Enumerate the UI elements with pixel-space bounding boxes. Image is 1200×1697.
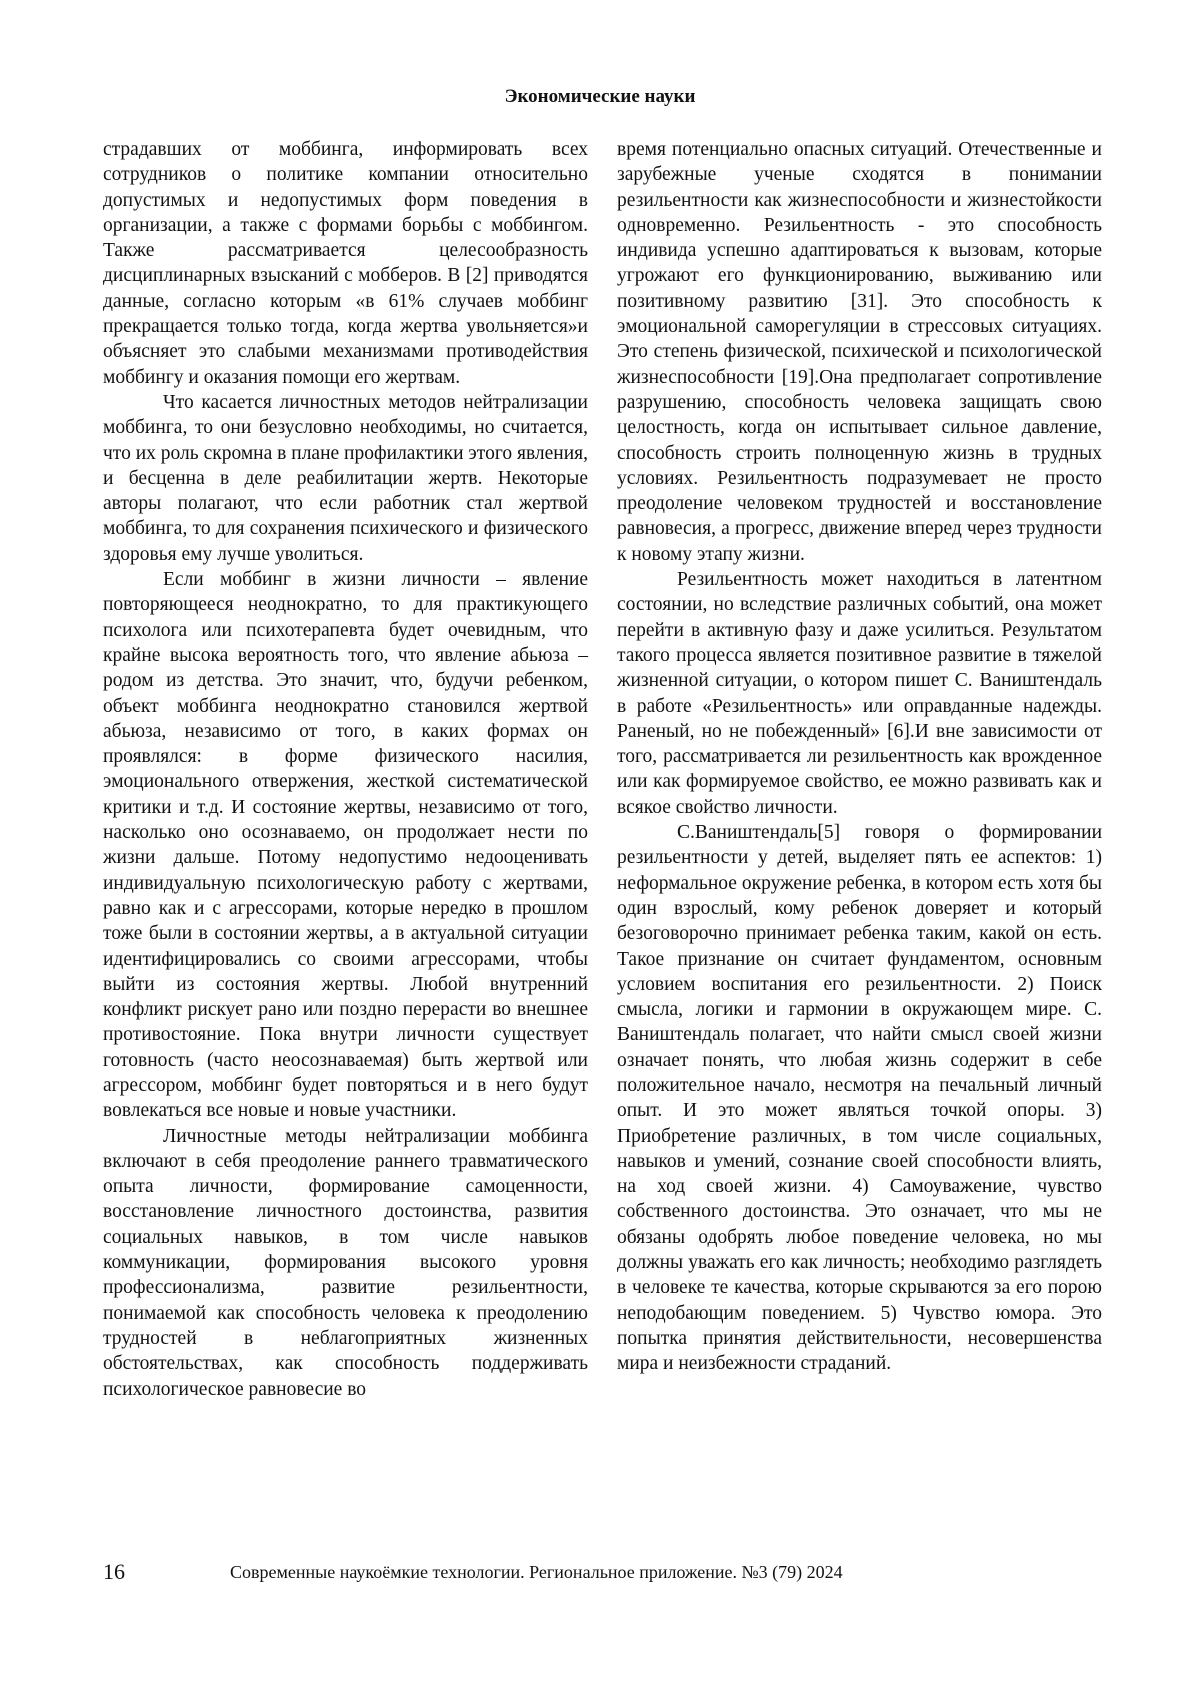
section-title: Экономические науки (504, 86, 696, 107)
paragraph: С.Ваништендаль[5] говоря о формировании резильентности у детей, выделяет пять ее аспектов: 1) неформальное окружение ребенка, в котором есть хотя бы один взрослый, кому ребенок доверяет и который безоговорочно принимает ребенка таким, какой он есть. Такое признание он считает фундаментом, основным условием воспитания его резильентности. 2) Поиск смысла, логики и гармонии в окружающем мире. С. Ваништендаль полагает, что найти смысл своей жизни означает понять, что любая жизнь содержит в себе положительное начало, несмотря на печальный личный опыт. И это может являться точкой опоры. 3) Приобретение различных, в том числе социальных, навыков и умений, сознание своей способности влиять, на ход своей жизни. 4) Самоуважение, чувство собственного достоинства. Это означает, что мы не обязаны одобрять любое поведение человека, но мы должны уважать его как личность; необходимо разглядеть в человеке те качества, которые скрываются за его порою неподобающим поведением. 5) Чувство юмора. Это попытка принятия действительности, несовершенства мира и неизбежности страданий. (617, 822, 1102, 1375)
paragraph: страдавших от моббинга, информировать всех сотрудников о политике компании относительно допустимых и недопустимых форм поведения в организации, а также с формами борьбы с моббингом. Также рассматривается целесообразность дисциплинарных взысканий с мобберов. В [2] приводятся данные, согласно которым «в 61% случаев моббинг прекращается только тогда, когда жертва увольняется»и объясняет это слабыми механизмами противодействия моббингу и оказания помощи его жертвам. (103, 139, 588, 388)
journal-footer: Современные наукоёмкие технологии. Региональное приложение. №3 (79) 2024 (230, 1562, 843, 1582)
paragraph: Что касается личностных методов нейтрализации моббинга, то они безусловно необходимы, но считается, что их роль скромна в плане профилактики этого явления, и бесценна в деле реабилитации жертв. Некоторые авторы полагают, что если работник стал жертвой моббинга, то для сохранения психического и физического здоровья ему лучше уволиться. (103, 391, 588, 565)
page-number: 16 (103, 1559, 125, 1584)
right-column (617, 137, 1102, 1377)
paragraph: Личностные методы нейтрализации моббинга включают в себя преодоление раннего травматического опыта личности, формирование самоценности, восстановление личностного достоинства, развития социальных навыков, в том числе навыков коммуникации, формирования высокого уровня профессионализма, развитие резильентности, понимаемой как способность человека к преодолению трудностей в неблагоприятных жизненных обстоятельствах, как способность поддерживать психологическое равновесие во (103, 1125, 588, 1400)
paragraph: Если моббинг в жизни личности – явление повторяющееся неоднократно, то для практикующего психолога или психотерапевта будет очевидным, что крайне высока вероятность того, что явление абьюза – родом из детства. Это значит, что, будучи ребенком, объект моббинга неоднократно становился жертвой абьюза, независимо от того, в каких формах он проявлялся: в форме физического насилия, эмоционального отвержения, жесткой систематической критики и т.д. И состояние жертвы, независимо от того, насколько оно осознаваемо, он продолжает нести по жизни дальше. Потому недопустимо недооценивать индивидуальную психологическую работу с жертвами, равно как и с агрессорами, которые нередко в прошлом тоже были в состоянии жертвы, а в актуальной ситуации идентифицировались со своими агрессорами, чтобы выйти из состояния жертвы. Любой внутренний конфликт рискует рано или поздно перерасти во внешнее противостояние. Пока внутри личности существует готовность (часто неосознаваемая) быть жертвой или агрессором, моббинг будет повторяться и в него будут вовлекаться все новые и новые участники. (103, 569, 588, 1122)
paragraph: время потенциально опасных ситуаций. Отечественные и зарубежные ученые сходятся в понимании резильентности как жизнеспособности и жизнестойкости одновременно. Резильентность - это способность индивида успешно адаптироваться к вызовам, которые угрожают его функционированию, выживанию или позитивному развитию [31]. Это способность к эмоциональной саморегуляции в стрессовых ситуациях. Это степень физической, психической и психологической жизнеспособности [19].Она предполагает сопротивление разрушению, способность человека защищать свою целостность, когда он испытывает сильное давление, способность строить полноценную жизнь в трудных условиях. Резильентность подразумевает не просто преодоление человеком трудностей и восстановление равновесия, а прогресс, движение вперед через трудности к новому этапу жизни. (617, 139, 1102, 565)
paragraph: Резильентность может находиться в латентном состоянии, но вследствие различных событий, она может перейти в активную фазу и даже усилиться. Результатом такого процесса является позитивное развитие в тяжелой жизненной ситуации, о котором пишет С. Ваништендаль в работе «Резильентность» или оправданные надежды. Раненый, но не побежденный» [6].И вне зависимости от того, рассматривается ли резильентность как врожденное или как формируемое свойство, ее можно развивать как и всякое свойство личности. (617, 569, 1102, 818)
left-column (103, 137, 588, 1402)
